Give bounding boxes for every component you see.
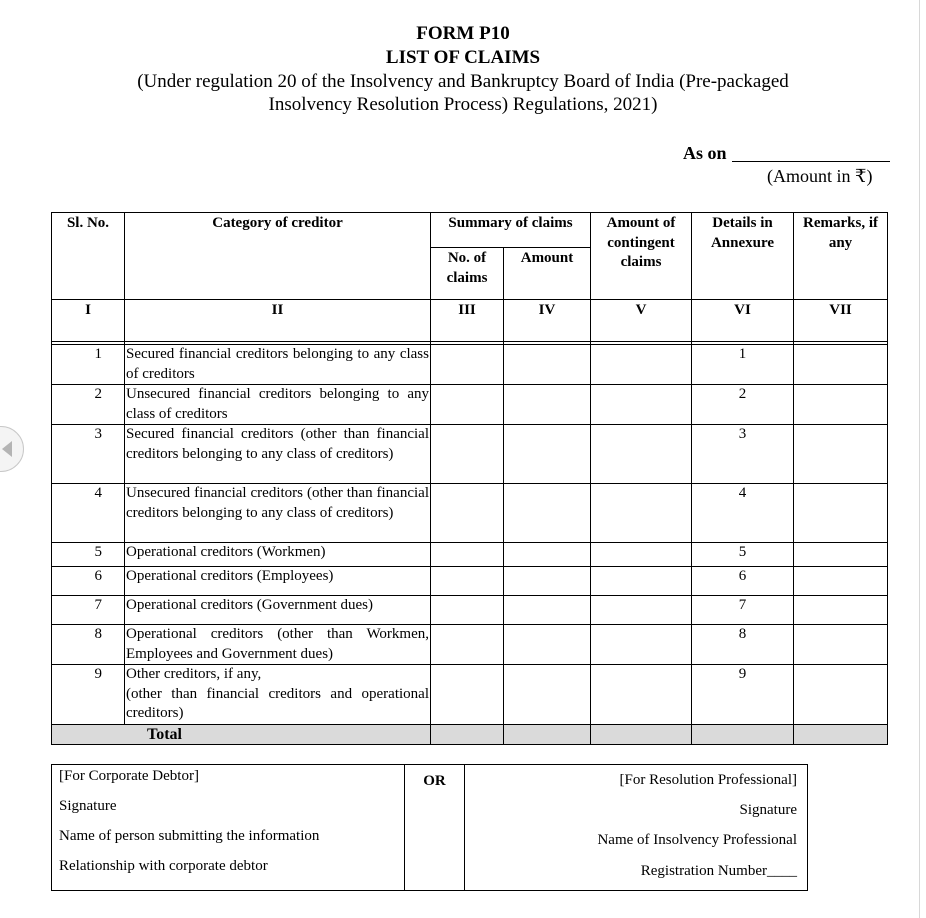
total-no-of-claims bbox=[431, 724, 504, 744]
row-annexure: 4 bbox=[692, 484, 794, 543]
claims-table bbox=[51, 212, 888, 745]
form-title: LIST OF CLAIMS bbox=[385, 47, 541, 68]
row-annexure: 5 bbox=[692, 543, 794, 567]
row-no-of-claims[interactable] bbox=[431, 625, 504, 665]
row-amount[interactable] bbox=[504, 596, 591, 625]
insolvency-professional-name: Name of Insolvency Professional bbox=[597, 832, 797, 848]
header-category: Category of creditor bbox=[125, 213, 431, 300]
row-no-of-claims[interactable] bbox=[431, 385, 504, 425]
corporate-debtor-relationship: Relationship with corporate debtor bbox=[59, 858, 268, 874]
row-annexure: 9 bbox=[692, 665, 794, 725]
row-remarks[interactable] bbox=[794, 543, 888, 567]
row-category: Operational creditors (Workmen) bbox=[125, 543, 431, 567]
row-no-of-claims[interactable] bbox=[431, 596, 504, 625]
row-category-line-1: Other creditors, if any, bbox=[126, 666, 262, 682]
row-contingent[interactable] bbox=[591, 385, 692, 425]
header-remarks: Remarks, if any bbox=[794, 213, 888, 300]
row-contingent[interactable] bbox=[591, 567, 692, 596]
form-number: FORM P10 bbox=[416, 23, 510, 44]
total-label: Total bbox=[147, 725, 182, 743]
row-remarks[interactable] bbox=[794, 567, 888, 596]
row-sl-no: 2 bbox=[52, 385, 125, 425]
header-no-of-claims: No. of claims bbox=[431, 248, 504, 300]
or-separator bbox=[405, 765, 465, 891]
form-subtitle-line-1: (Under regulation 20 of the Insolvency and Bankruptcy Board of India (Pre-packaged bbox=[137, 71, 789, 92]
page-edge bbox=[919, 0, 920, 918]
table-row bbox=[52, 484, 888, 543]
row-contingent[interactable] bbox=[591, 345, 692, 385]
row-annexure: 2 bbox=[692, 385, 794, 425]
corporate-debtor-signature: Signature bbox=[59, 798, 117, 814]
table-row bbox=[52, 543, 888, 567]
row-remarks[interactable] bbox=[794, 385, 888, 425]
row-sl-no: 9 bbox=[52, 665, 125, 725]
row-amount[interactable] bbox=[504, 484, 591, 543]
row-sl-no: 5 bbox=[52, 543, 125, 567]
row-remarks[interactable] bbox=[794, 596, 888, 625]
row-amount[interactable] bbox=[504, 385, 591, 425]
row-no-of-claims[interactable] bbox=[431, 425, 504, 484]
row-category: Unsecured financial creditors belonging to any class of creditors bbox=[125, 385, 431, 425]
table-row bbox=[52, 665, 888, 725]
row-no-of-claims[interactable] bbox=[431, 567, 504, 596]
row-contingent[interactable] bbox=[591, 484, 692, 543]
row-category: Operational creditors (Employees) bbox=[125, 567, 431, 596]
row-remarks[interactable] bbox=[794, 625, 888, 665]
table-row bbox=[52, 625, 888, 665]
row-annexure: 1 bbox=[692, 345, 794, 385]
row-category: Secured financial creditors (other than financial creditors belonging to any class of creditors) bbox=[125, 425, 431, 484]
row-amount[interactable] bbox=[504, 567, 591, 596]
table-row bbox=[52, 596, 888, 625]
row-annexure: 3 bbox=[692, 425, 794, 484]
row-sl-no: 3 bbox=[52, 425, 125, 484]
row-amount[interactable] bbox=[504, 345, 591, 385]
row-sl-no: 4 bbox=[52, 484, 125, 543]
row-remarks[interactable] bbox=[794, 345, 888, 385]
table-row bbox=[52, 345, 888, 385]
row-annexure: 7 bbox=[692, 596, 794, 625]
or-label: OR bbox=[423, 773, 446, 789]
resolution-professional-section bbox=[465, 765, 808, 891]
row-contingent[interactable] bbox=[591, 625, 692, 665]
corporate-debtor-name: Name of person submitting the information bbox=[59, 828, 320, 844]
resolution-professional-signature: Signature bbox=[739, 802, 797, 818]
amount-unit-note: (Amount in ₹) bbox=[767, 166, 873, 186]
chevron-left-icon bbox=[2, 441, 12, 457]
total-amount bbox=[504, 724, 591, 744]
header-amount: Amount bbox=[504, 248, 591, 300]
row-sl-no: 7 bbox=[52, 596, 125, 625]
row-remarks[interactable] bbox=[794, 665, 888, 725]
roman-numeral: VII bbox=[794, 300, 888, 342]
previous-page-button[interactable] bbox=[0, 426, 24, 472]
roman-numeral: I bbox=[52, 300, 125, 342]
row-no-of-claims[interactable] bbox=[431, 665, 504, 725]
row-annexure: 8 bbox=[692, 625, 794, 665]
roman-numeral: II bbox=[125, 300, 431, 342]
total-row bbox=[52, 724, 888, 744]
total-contingent bbox=[591, 724, 692, 744]
header-details-annexure: Details in Annexure bbox=[692, 213, 794, 300]
row-remarks[interactable] bbox=[794, 425, 888, 484]
row-sl-no: 1 bbox=[52, 345, 125, 385]
row-amount[interactable] bbox=[504, 665, 591, 725]
row-category: Secured financial creditors belonging to any class of creditors bbox=[125, 345, 431, 385]
header-contingent-claims: Amount of contingent claims bbox=[591, 213, 692, 300]
table-header-row bbox=[52, 213, 888, 248]
corporate-debtor-section bbox=[52, 765, 405, 891]
as-on-label: As on bbox=[683, 143, 727, 163]
row-category bbox=[125, 665, 431, 725]
row-no-of-claims[interactable] bbox=[431, 484, 504, 543]
roman-numeral: V bbox=[591, 300, 692, 342]
row-category-line-2: (other than financial creditors and operational creditors) bbox=[126, 685, 429, 721]
total-remarks bbox=[794, 724, 888, 744]
roman-numeral: IV bbox=[504, 300, 591, 342]
row-annexure: 6 bbox=[692, 567, 794, 596]
form-subtitle-line-2: Insolvency Resolution Process) Regulations, 2021) bbox=[268, 94, 658, 115]
header-summary-of-claims: Summary of claims bbox=[431, 213, 591, 248]
total-label-cell bbox=[52, 724, 431, 744]
table-row bbox=[52, 567, 888, 596]
row-category: Unsecured financial creditors (other than financial creditors belonging to any class of creditors) bbox=[125, 484, 431, 543]
row-contingent[interactable] bbox=[591, 596, 692, 625]
row-remarks[interactable] bbox=[794, 484, 888, 543]
row-category: Operational creditors (Government dues) bbox=[125, 596, 431, 625]
header-sl-no: Sl. No. bbox=[52, 213, 125, 300]
table-row bbox=[52, 425, 888, 484]
row-contingent[interactable] bbox=[591, 543, 692, 567]
row-sl-no: 6 bbox=[52, 567, 125, 596]
table-row bbox=[52, 385, 888, 425]
roman-numeral: III bbox=[431, 300, 504, 342]
row-amount[interactable] bbox=[504, 543, 591, 567]
total-annexure bbox=[692, 724, 794, 744]
resolution-professional-heading: [For Resolution Professional] bbox=[619, 772, 797, 788]
signature-table bbox=[51, 764, 808, 891]
corporate-debtor-heading: [For Corporate Debtor] bbox=[59, 768, 199, 784]
as-on-date-blank bbox=[732, 161, 890, 162]
roman-numeral-row bbox=[52, 300, 888, 342]
row-contingent[interactable] bbox=[591, 665, 692, 725]
row-no-of-claims[interactable] bbox=[431, 345, 504, 385]
row-amount[interactable] bbox=[504, 625, 591, 665]
row-sl-no: 8 bbox=[52, 625, 125, 665]
row-category: Operational creditors (other than Workmen, Employees and Government dues) bbox=[125, 625, 431, 665]
row-contingent[interactable] bbox=[591, 425, 692, 484]
row-no-of-claims[interactable] bbox=[431, 543, 504, 567]
roman-numeral: VI bbox=[692, 300, 794, 342]
row-amount[interactable] bbox=[504, 425, 591, 484]
registration-number: Registration Number____ bbox=[640, 863, 797, 879]
